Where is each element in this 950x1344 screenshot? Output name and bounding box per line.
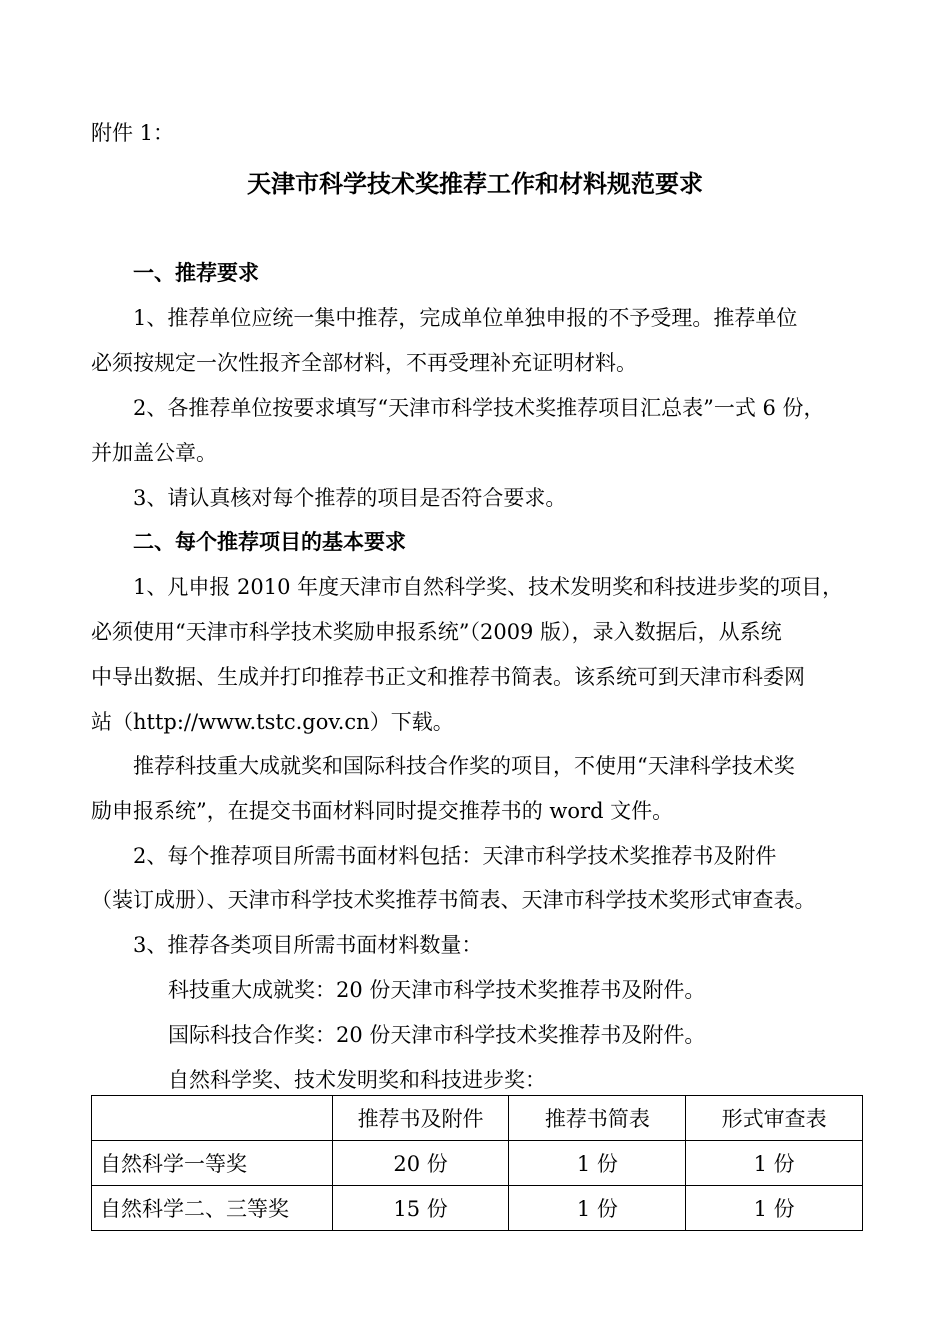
paragraph-line: 必须按规定一次性报齐全部材料，不再受理补充证明材料。 [91, 351, 637, 375]
paragraph-line: 3、请认真核对每个推荐的项目是否符合要求。 [133, 486, 567, 510]
column-header: 推荐书简表 [509, 1096, 686, 1141]
table-cell: 自然科学一等奖 [92, 1141, 333, 1186]
table-cell: 1 份 [686, 1186, 863, 1231]
table-header-row [92, 1096, 863, 1141]
paragraph-line: 2、每个推荐项目所需书面材料包括：天津市科学技术奖推荐书及附件 [133, 844, 777, 868]
column-header [92, 1096, 333, 1141]
paragraph-line: 中导出数据、生成并打印推荐书正文和推荐书简表。该系统可到天津市科委网 [91, 665, 805, 689]
table-cell: 1 份 [686, 1141, 863, 1186]
paragraph-line: （装订成册）、天津市科学技术奖推荐书简表、天津市科学技术奖形式审查表。 [91, 888, 816, 912]
list-item: 科技重大成就奖：20 份天津市科学技术奖推荐书及附件。 [168, 978, 706, 1002]
document-title: 天津市科学技术奖推荐工作和材料规范要求 [247, 170, 703, 198]
paragraph-line: 1、推荐单位应统一集中推荐，完成单位单独申报的不予受理。推荐单位 [133, 306, 798, 330]
column-header: 推荐书及附件 [332, 1096, 509, 1141]
section2-heading: 二、每个推荐项目的基本要求 [133, 530, 406, 554]
materials-table [91, 1095, 863, 1231]
table-cell: 自然科学二、三等奖 [92, 1186, 333, 1231]
paragraph-line: 2、各推荐单位按要求填写“天津市科学技术奖推荐项目汇总表”一式 6 份， [133, 396, 825, 420]
attachment-label: 附件 1： [91, 121, 175, 145]
paragraph-line: 1、凡申报 2010 年度天津市自然科学奖、技术发明奖和科技进步奖的项目， [133, 575, 844, 599]
table-cell: 15 份 [332, 1186, 509, 1231]
list-item: 国际科技合作奖：20 份天津市科学技术奖推荐书及附件。 [168, 1023, 706, 1047]
column-header: 形式审查表 [686, 1096, 863, 1141]
list-item: 自然科学奖、技术发明奖和科技进步奖： [168, 1068, 546, 1092]
paragraph-line: 推荐科技重大成就奖和国际科技合作奖的项目，不使用“天津科学技术奖 [133, 754, 795, 778]
paragraph-line: 站（http://www.tstc.gov.cn）下载。 [91, 710, 454, 734]
paragraph-line: 3、推荐各类项目所需书面材料数量： [133, 933, 483, 957]
paragraph-line: 励申报系统”，在提交书面材料同时提交推荐书的 word 文件。 [91, 799, 674, 823]
table-row [92, 1141, 863, 1186]
paragraph-line: 并加盖公章。 [91, 441, 217, 465]
table-cell: 1 份 [509, 1186, 686, 1231]
table-cell: 1 份 [509, 1141, 686, 1186]
paragraph-line: 必须使用“天津市科学技术奖励申报系统”（2009 版），录入数据后，从系统 [91, 620, 782, 644]
section1-heading: 一、推荐要求 [133, 261, 259, 285]
table-cell: 20 份 [332, 1141, 509, 1186]
table-row [92, 1186, 863, 1231]
